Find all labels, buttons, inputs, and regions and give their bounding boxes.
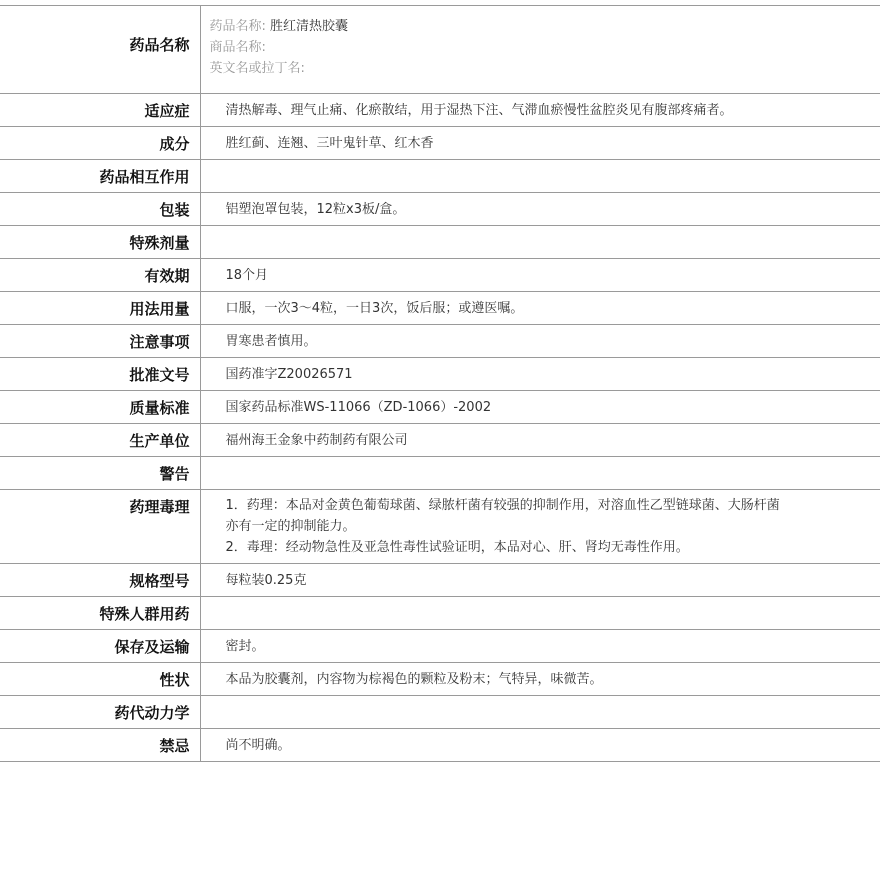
row-label: 禁忌 xyxy=(0,729,200,762)
row-label: 特殊人群用药 xyxy=(0,597,200,630)
row-label: 成分 xyxy=(0,127,200,160)
row-special-populations xyxy=(0,597,880,630)
row-label: 批准文号 xyxy=(0,358,200,391)
row-label: 用法用量 xyxy=(0,292,200,325)
pharmacology-cell xyxy=(200,490,880,564)
row-warning xyxy=(0,457,880,490)
row-value: 18个月 xyxy=(200,259,880,292)
row-pharmacology xyxy=(0,490,880,564)
row-label: 特殊剂量 xyxy=(0,226,200,259)
row-label: 药代动力学 xyxy=(0,696,200,729)
row-value: 本品为胶囊剂，内容物为棕褐色的颗粒及粉末；气特异，味微苦。 xyxy=(200,663,880,696)
drug-info-sheet xyxy=(0,5,880,762)
row-shelf-life xyxy=(0,259,880,292)
row-value: 密封。 xyxy=(200,630,880,663)
row-label: 注意事项 xyxy=(0,325,200,358)
row-indications xyxy=(0,94,880,127)
trade-name-label: 商品名称: xyxy=(209,40,266,55)
drug-info-table xyxy=(0,5,880,762)
row-approval-number xyxy=(0,358,880,391)
row-value xyxy=(200,696,880,729)
row-value: 铝塑泡罩包装，12粒x3板/盒。 xyxy=(200,193,880,226)
row-value: 胜红蓟、连翘、三叶鬼针草、红木香 xyxy=(200,127,880,160)
row-value: 国药准字Z20026571 xyxy=(200,358,880,391)
english-name-label: 英文名或拉丁名: xyxy=(209,61,305,76)
row-label: 药品相互作用 xyxy=(0,160,200,193)
row-value xyxy=(200,597,880,630)
row-label: 质量标准 xyxy=(0,391,200,424)
row-quality-standard xyxy=(0,391,880,424)
row-label: 有效期 xyxy=(0,259,200,292)
row-label: 药理毒理 xyxy=(0,490,200,564)
row-pharmacokinetics xyxy=(0,696,880,729)
row-value xyxy=(200,160,880,193)
row-label: 药品名称 xyxy=(0,6,200,94)
row-description xyxy=(0,663,880,696)
row-value: 口服，一次3～4粒，一日3次，饭后服；或遵医嘱。 xyxy=(200,292,880,325)
generic-name-label: 药品名称: xyxy=(209,19,266,34)
row-value xyxy=(200,457,880,490)
row-precautions xyxy=(0,325,880,358)
toxicology-line: 2．毒理：经动物急性及亚急性毒性试验证明，本品对心、肝、肾均无毒性作用。 xyxy=(225,540,689,555)
row-value: 胃寒患者慎用。 xyxy=(200,325,880,358)
row-storage xyxy=(0,630,880,663)
row-value: 国家药品标准WS-11066（ZD-1066）-2002 xyxy=(200,391,880,424)
row-label: 规格型号 xyxy=(0,564,200,597)
row-label: 包装 xyxy=(0,193,200,226)
row-interactions xyxy=(0,160,880,193)
row-value xyxy=(200,226,880,259)
row-special-dosage xyxy=(0,226,880,259)
pharmacology-line: 1．药理：本品对金黄色葡萄球菌、绿脓杆菌有较强的抑制作用，对溶血性乙型链球菌、大肠杆菌亦有一定的抑制能力。 xyxy=(225,498,780,534)
drug-name-cell xyxy=(200,6,880,94)
row-label: 适应症 xyxy=(0,94,200,127)
row-label: 性状 xyxy=(0,663,200,696)
generic-name-value: 胜红清热胶囊 xyxy=(270,19,349,34)
row-manufacturer xyxy=(0,424,880,457)
row-value: 尚不明确。 xyxy=(200,729,880,762)
row-label: 保存及运输 xyxy=(0,630,200,663)
row-specification xyxy=(0,564,880,597)
row-label: 生产单位 xyxy=(0,424,200,457)
row-ingredients xyxy=(0,127,880,160)
row-value: 福州海王金象中药制药有限公司 xyxy=(200,424,880,457)
row-contraindications xyxy=(0,729,880,762)
row-value: 清热解毒、理气止痛、化瘀散结，用于湿热下注、气滞血瘀慢性盆腔炎见有腹部疼痛者。 xyxy=(200,94,880,127)
row-packaging xyxy=(0,193,880,226)
row-drug-name xyxy=(0,6,880,94)
row-label: 警告 xyxy=(0,457,200,490)
row-value: 每粒装0.25克 xyxy=(200,564,880,597)
row-usage xyxy=(0,292,880,325)
